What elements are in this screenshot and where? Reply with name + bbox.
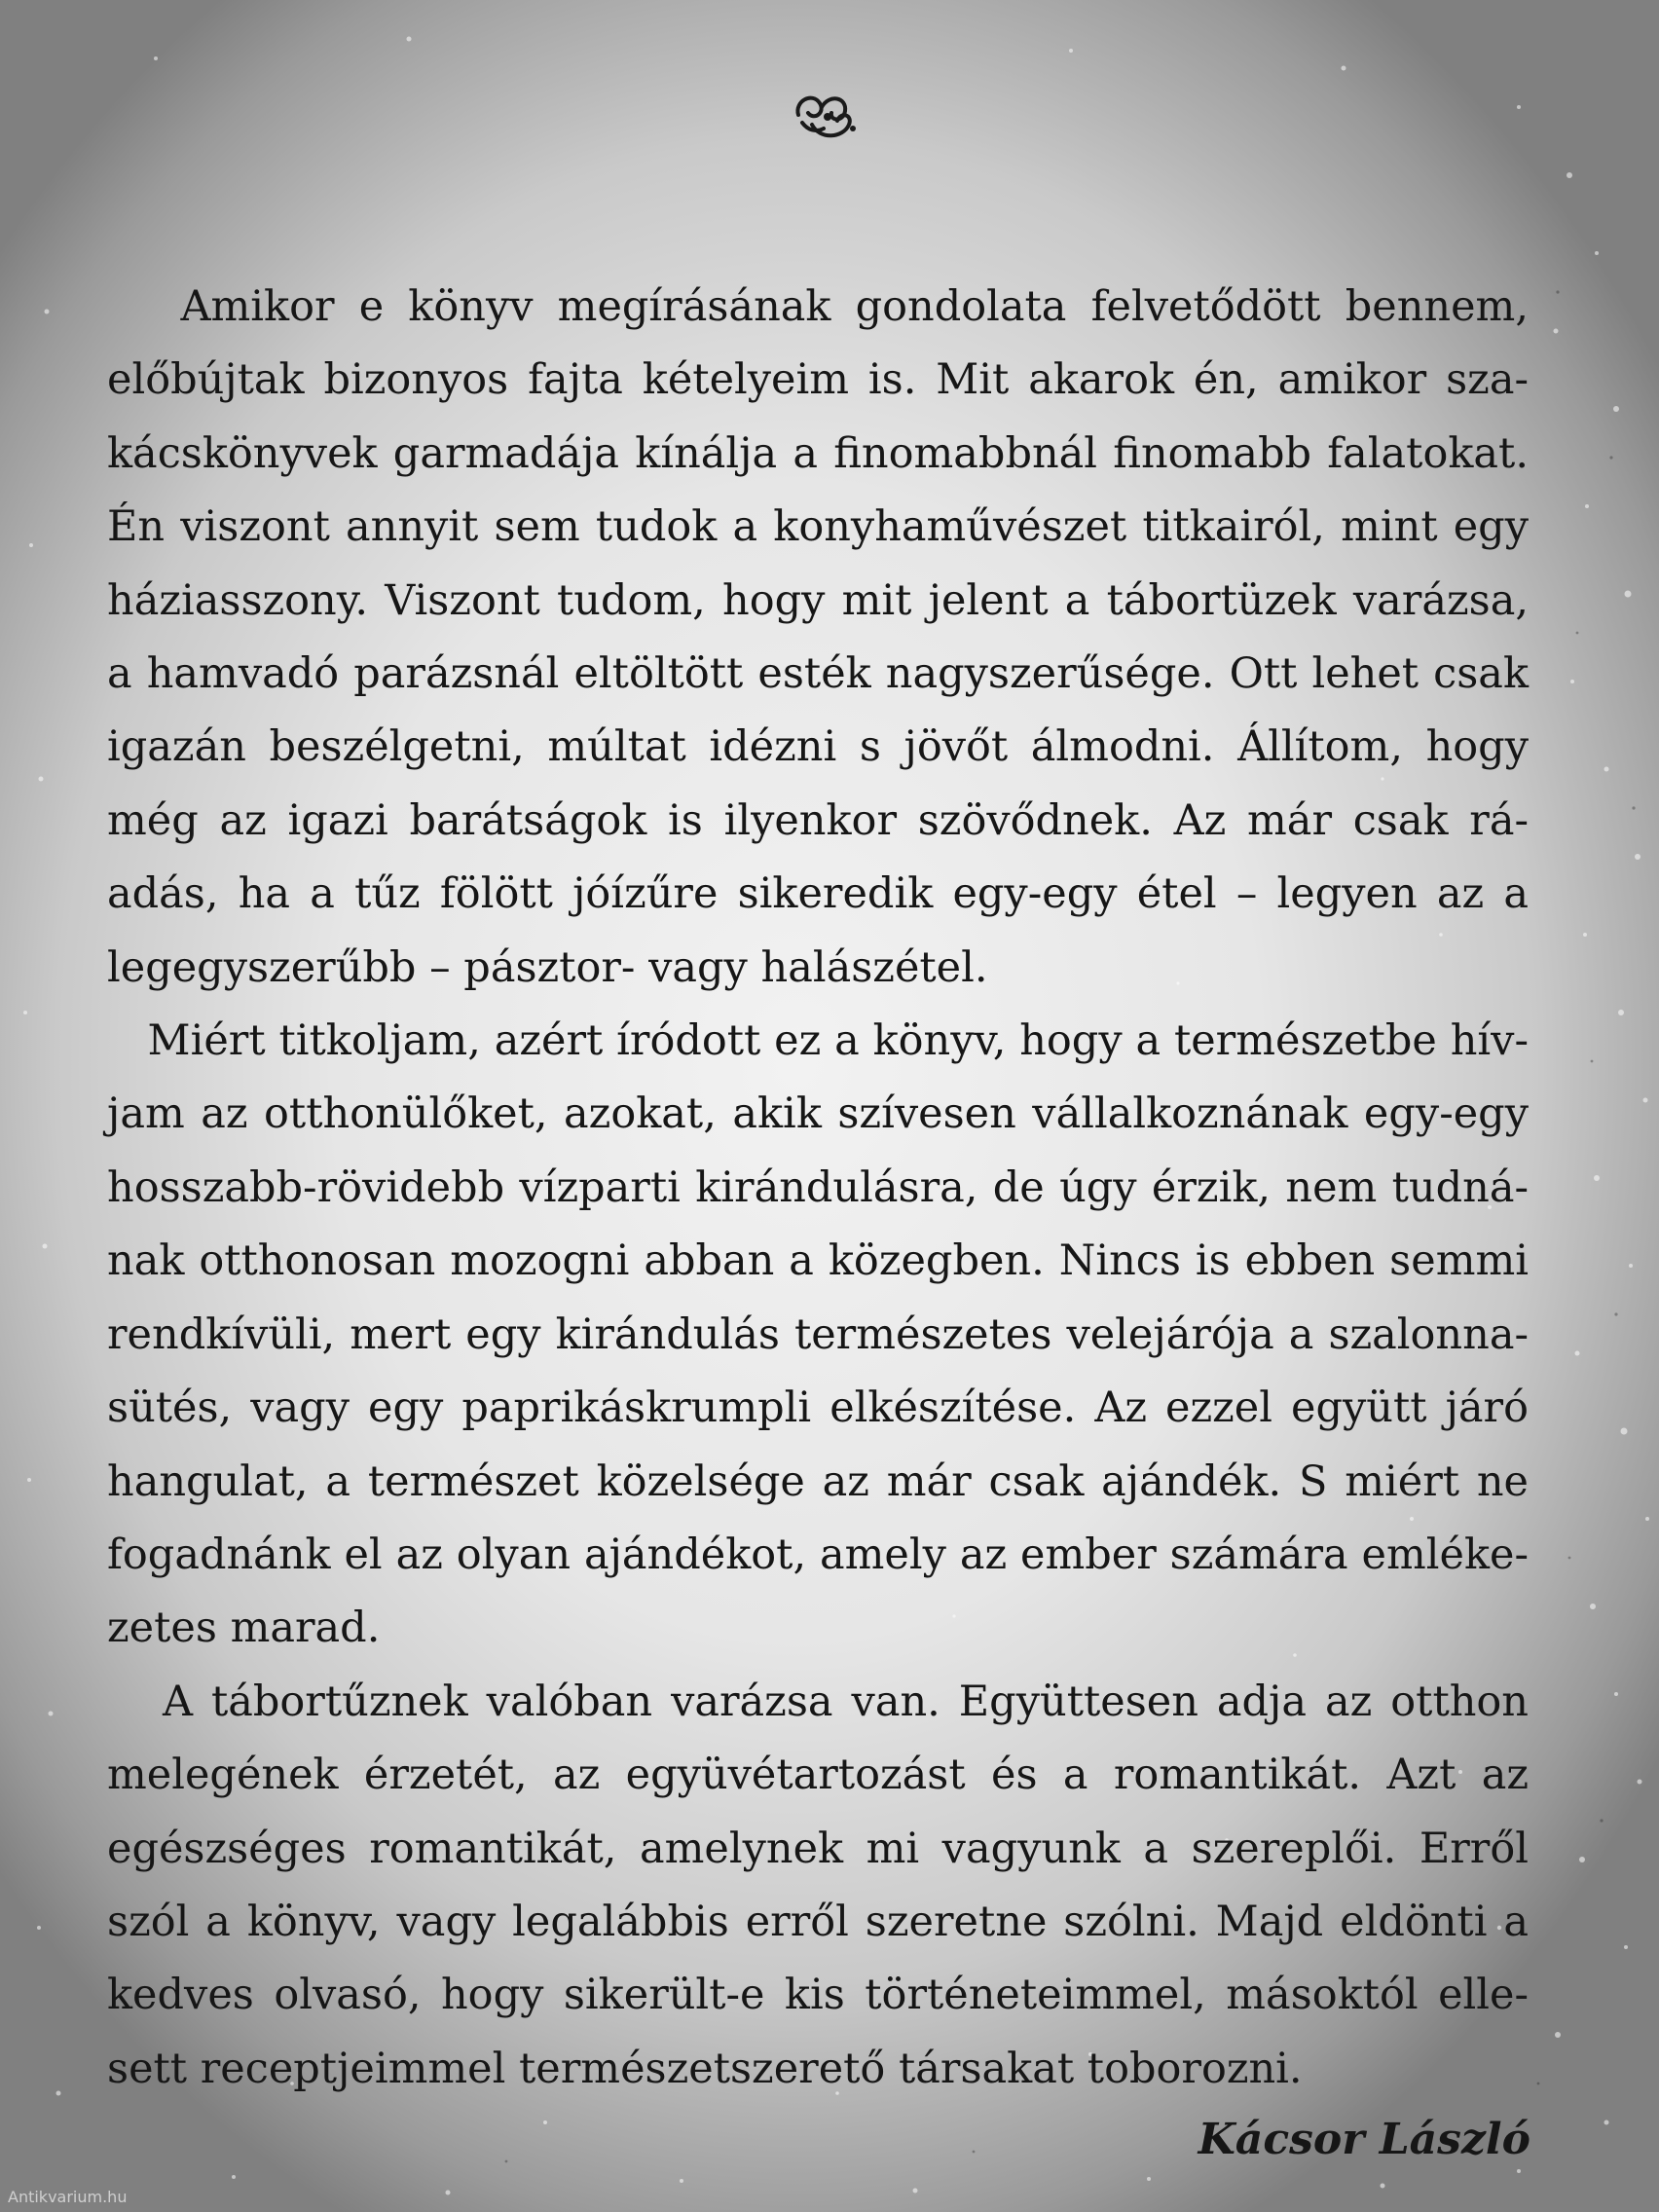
preface-text	[107, 271, 1529, 2106]
paragraph-1: Amikor e könyv megírásának gondolata felvetődött bennem, előbújtak bizonyos fajta kételyeim is. Mit akarok én, amikor szakácskönyvek garmadája kínálja a finomabbnál finomabb falatokat. Én viszont annyit sem tudok a konyhaművészet titkairól, mint egy háziasszony. Viszont tudom, hogy mit jelent a tábortüzek varázsa, a hamvadó parázsnál eltöltött esték nagyszerűsége. Ott lehet csak igazán beszélgetni, múltat idézni s jövőt álmodni. Állítom, hogy még az igazi barátságok is ilyenkor szövődnek. Az már csak ráadás, ha a tűz fölött jóízűre sikeredik egy-egy étel – legyen az a legegyszerűbb – pásztor- vagy halászétel.	[107, 282, 1529, 992]
paragraph-3: A tábortűznek valóban varázsa van. Együttesen adja az otthon melegének érzetét, az együvétartozást és a romantikát. Azt az egészséges romantikát, amelynek mi vagyunk a szereplői. Erről szól a könyv, vagy legalábbis erről szeretne szólni. Majd eldönti a kedves olvasó, hogy sikerült-e kis történeteimmel, másoktól ellesett receptjeimmel természetszerető társakat toborozni.	[107, 1677, 1529, 2093]
site-watermark: Antikvarium.hu	[8, 2188, 128, 2206]
floral-ornament-icon	[791, 86, 865, 146]
author-signature: Kácsor László	[1198, 2115, 1530, 2164]
paragraph-2: Miért titkoljam, azért íródott ez a könyv, hogy a természetbe hívjam az otthonülőket, azokat, akik szívesen vállalkoznának egy-egy hosszabb-rövidebb vízparti kirándulásra, de úgy érzik, nem tudnának otthonosan mozogni abban a közegben. Nincs is ebben semmi rendkívüli, mert egy kirándulás természetes velejárója a szalonnasütés, vagy egy paprikáskrumpli elkészítése. Az ezzel együtt járó hangulat, a természet közelsége az már csak ajándék. S miért ne fogadnánk el az olyan ajándékot, amely az ember számára emlékezetes marad.	[107, 1016, 1529, 1653]
